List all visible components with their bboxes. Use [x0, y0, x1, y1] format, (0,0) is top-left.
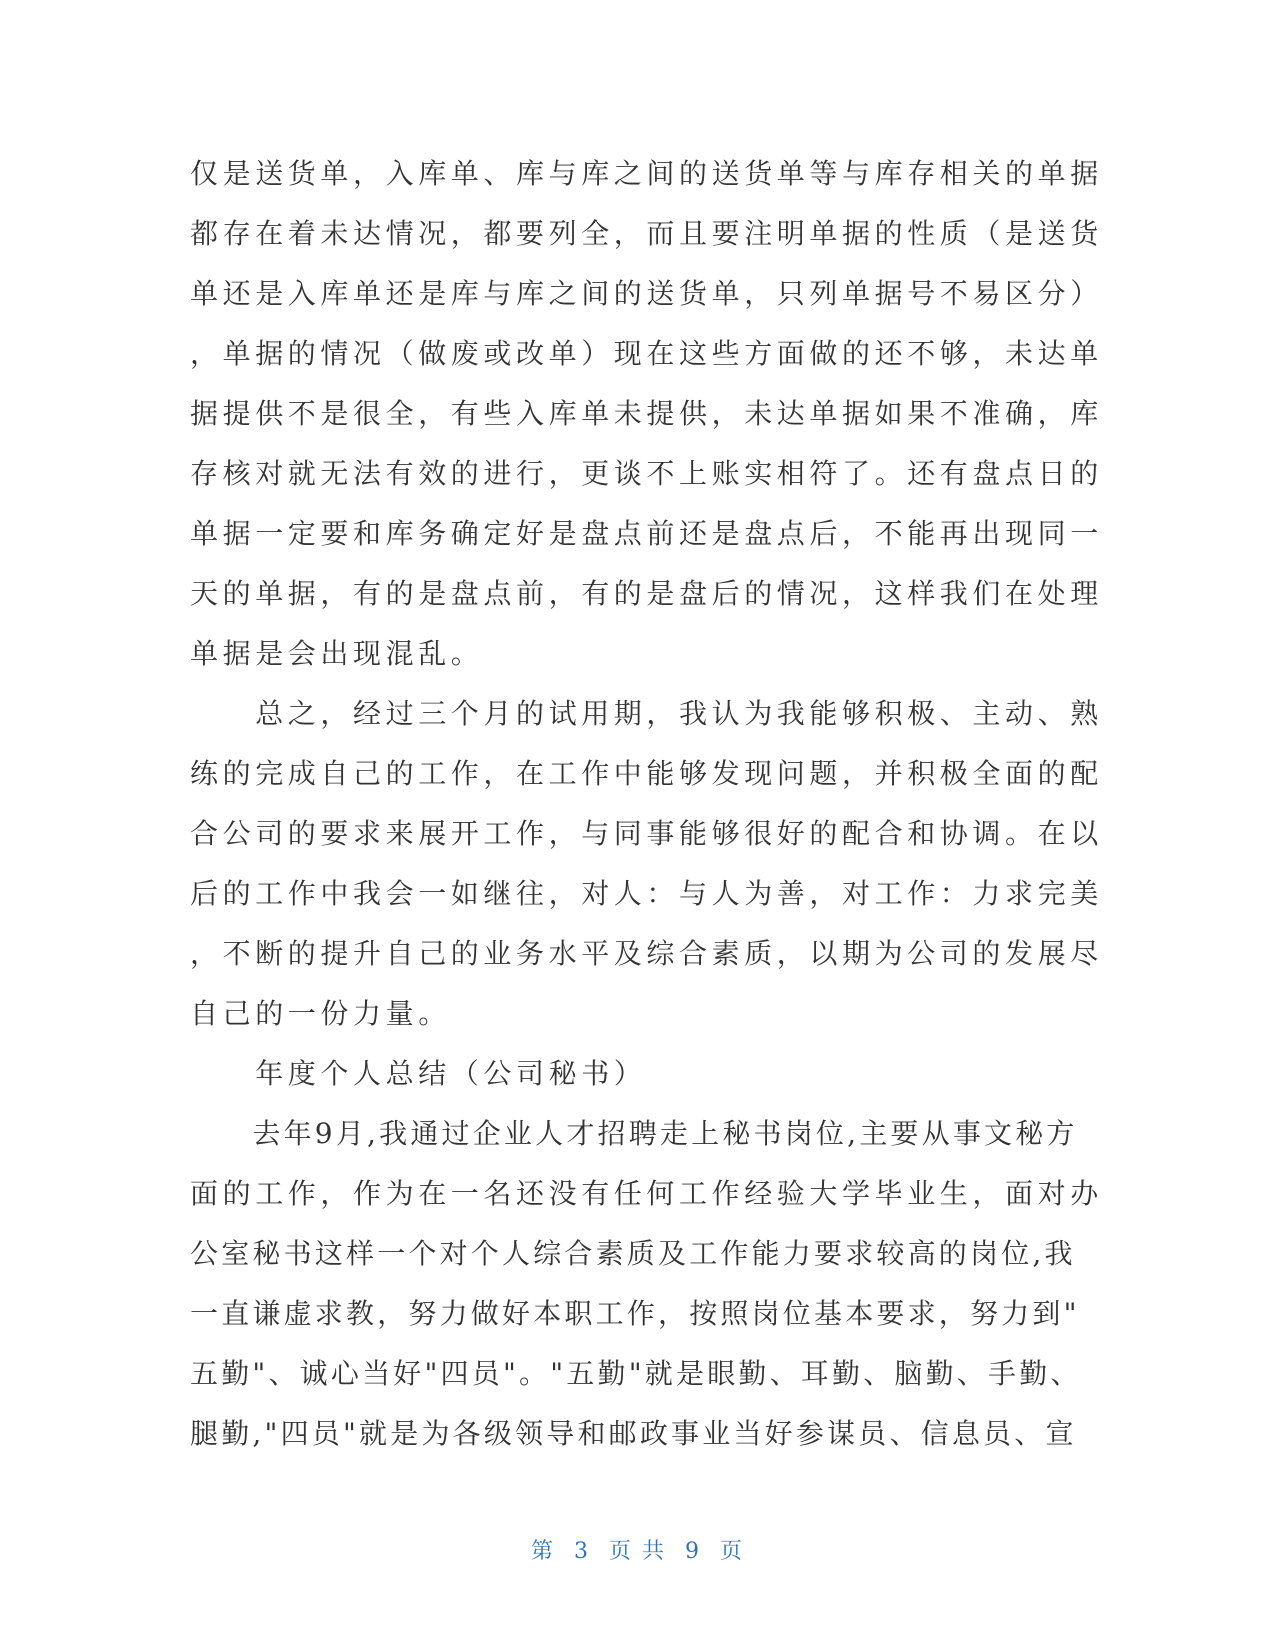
paragraph-start-line: 去年9月,我通过企业人才招聘走上秘书岗位,主要从事文秘方	[190, 1117, 1078, 1150]
text-line: 练的完成自己的工作，在工作中能够发现问题，并积极全面的配	[190, 757, 1103, 790]
document-body	[190, 144, 1103, 1464]
text-line: 面的工作，作为在一名还没有任何工作经验大学毕业生，面对办	[190, 1177, 1103, 1210]
text-line: 腿勤,"四员"就是为各级领导和邮政事业当好参谋员、信息员、宣	[190, 1417, 1077, 1450]
footer-middle: 页 共	[609, 1539, 666, 1564]
text-line: 存核对就无法有效的进行，更谈不上账实相符了。还有盘点日的	[190, 457, 1103, 490]
text-line: 公室秘书这样一个对个人综合素质及工作能力要求较高的岗位,我	[190, 1237, 1076, 1270]
text-line: ，单据的情况（做废或改单）现在这些方面做的还不够，未达单	[190, 337, 1103, 370]
text-line: 天的单据，有的是盘点前，有的是盘后的情况，这样我们在处理	[190, 577, 1103, 610]
footer-suffix: 页	[720, 1539, 745, 1564]
text-line: 单据是会出现混乱。	[190, 637, 484, 670]
total-pages-number: 9	[685, 1539, 701, 1564]
page-footer	[0, 1534, 1275, 1565]
text-line: 单还是入库单还是库与库之间的送货单，只列单据号不易区分）	[190, 277, 1103, 310]
text-line: 后的工作中我会一如继往，对人：与人为善，对工作：力求完美	[190, 877, 1103, 910]
text-line: 单据一定要和库务确定好是盘点前还是盘点后，不能再出现同一	[190, 517, 1103, 550]
section-heading: 年度个人总结（公司秘书）	[190, 1057, 647, 1090]
text-line: 一直谦虚求教，努力做好本职工作，按照岗位基本要求，努力到"	[190, 1297, 1080, 1330]
text-line: 仅是送货单，入库单、库与库之间的送货单等与库存相关的单据	[190, 157, 1103, 190]
text-line: 都存在着未达情况，都要列全，而且要注明单据的性质（是送货	[190, 217, 1103, 250]
text-line: 五勤"、诚心当好"四员"。"五勤"就是眼勤、耳勤、脑勤、手勤、	[190, 1357, 1082, 1390]
text-line: ，不断的提升自己的业务水平及综合素质，以期为公司的发展尽	[190, 937, 1103, 970]
current-page-number: 3	[574, 1539, 590, 1564]
paragraph-start-line: 总之，经过三个月的试用期，我认为我能够积极、主动、熟	[190, 697, 1103, 730]
footer-prefix: 第	[530, 1539, 555, 1564]
text-line: 自己的一份力量。	[190, 997, 451, 1030]
text-line: 据提供不是很全，有些入库单未提供，未达单据如果不准确，库	[190, 397, 1103, 430]
text-line: 合公司的要求来展开工作，与同事能够很好的配合和协调。在以	[190, 817, 1103, 850]
